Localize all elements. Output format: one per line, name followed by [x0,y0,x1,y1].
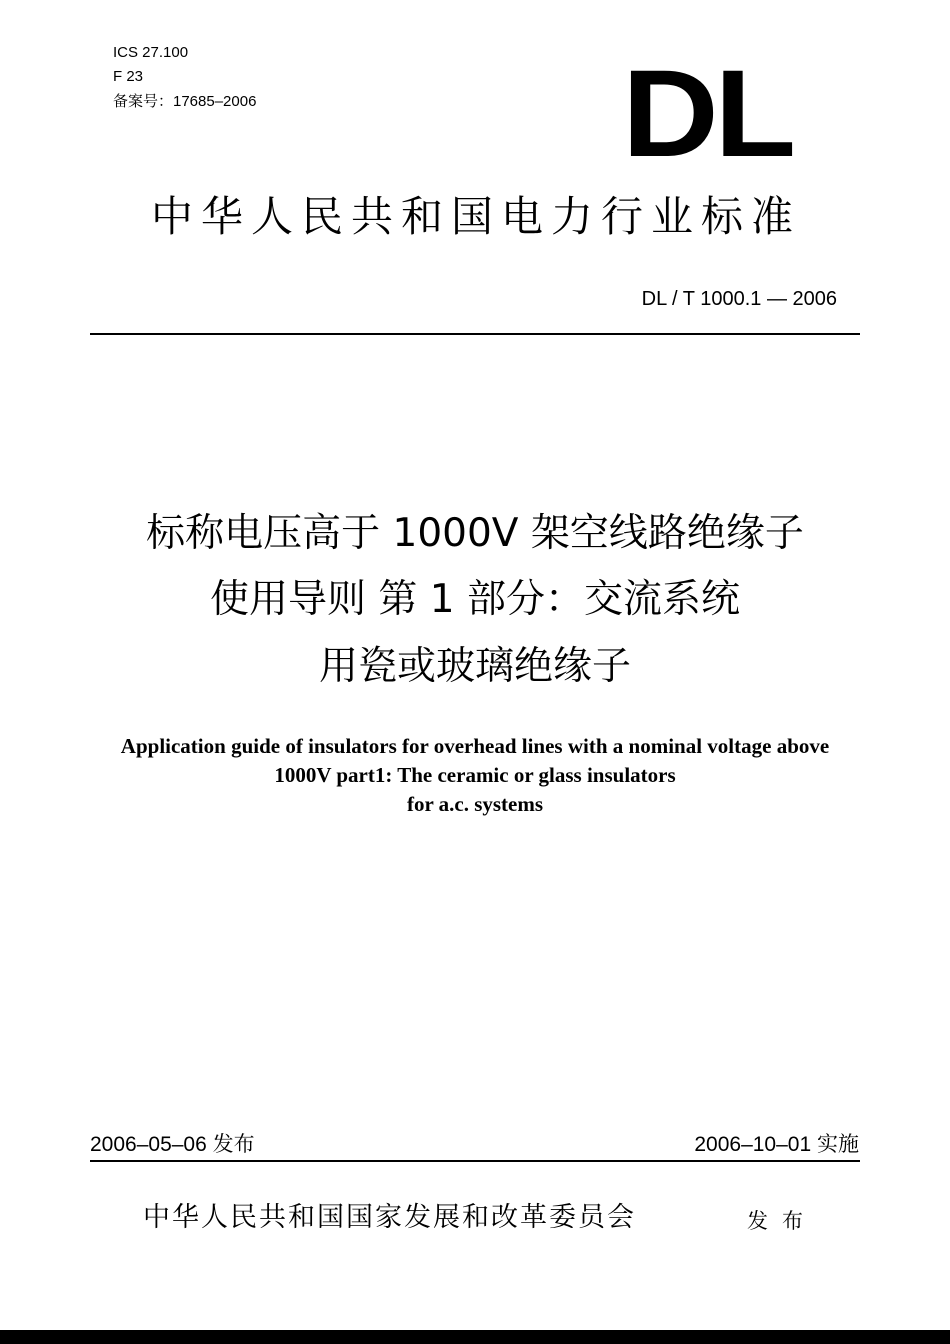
industry-standard-title: 中华人民共和国电力行业标准 [150,192,801,241]
dl-logo: DL [622,45,792,183]
issue-date: 2006–05–06 发布 [90,1133,255,1156]
implementation-date: 2006–10–01 实施 [694,1133,859,1156]
footer-divider [90,1160,860,1162]
english-title-line-1: Application guide of insulators for overhead lines with a nominal voltage above [120,734,830,758]
publish-label: 发布 [747,1209,817,1233]
chinese-title-line-1: 标称电压高于 1000V 架空线路绝缘子 [146,511,804,556]
issuing-authority: 中华人民共和国国家发展和改革委员会 [143,1202,636,1233]
english-title-line-2: 1000V part1: The ceramic or glass insulators [274,763,676,787]
page-bottom-border [0,1330,950,1344]
english-title-line-3: for a.c. systems [406,792,544,816]
chinese-title-line-2: 使用导则 第 1 部分：交流系统 [209,577,740,622]
category-code: F 23 [113,68,144,85]
ics-code: ICS 27.100 [113,44,189,61]
record-number: 备案号：17685–2006 [113,93,257,110]
chinese-title-line-3: 用瓷或玻璃绝缘子 [318,644,631,689]
header-divider [90,333,860,335]
standard-number: DL / T 1000.1 — 2006 [641,288,837,310]
